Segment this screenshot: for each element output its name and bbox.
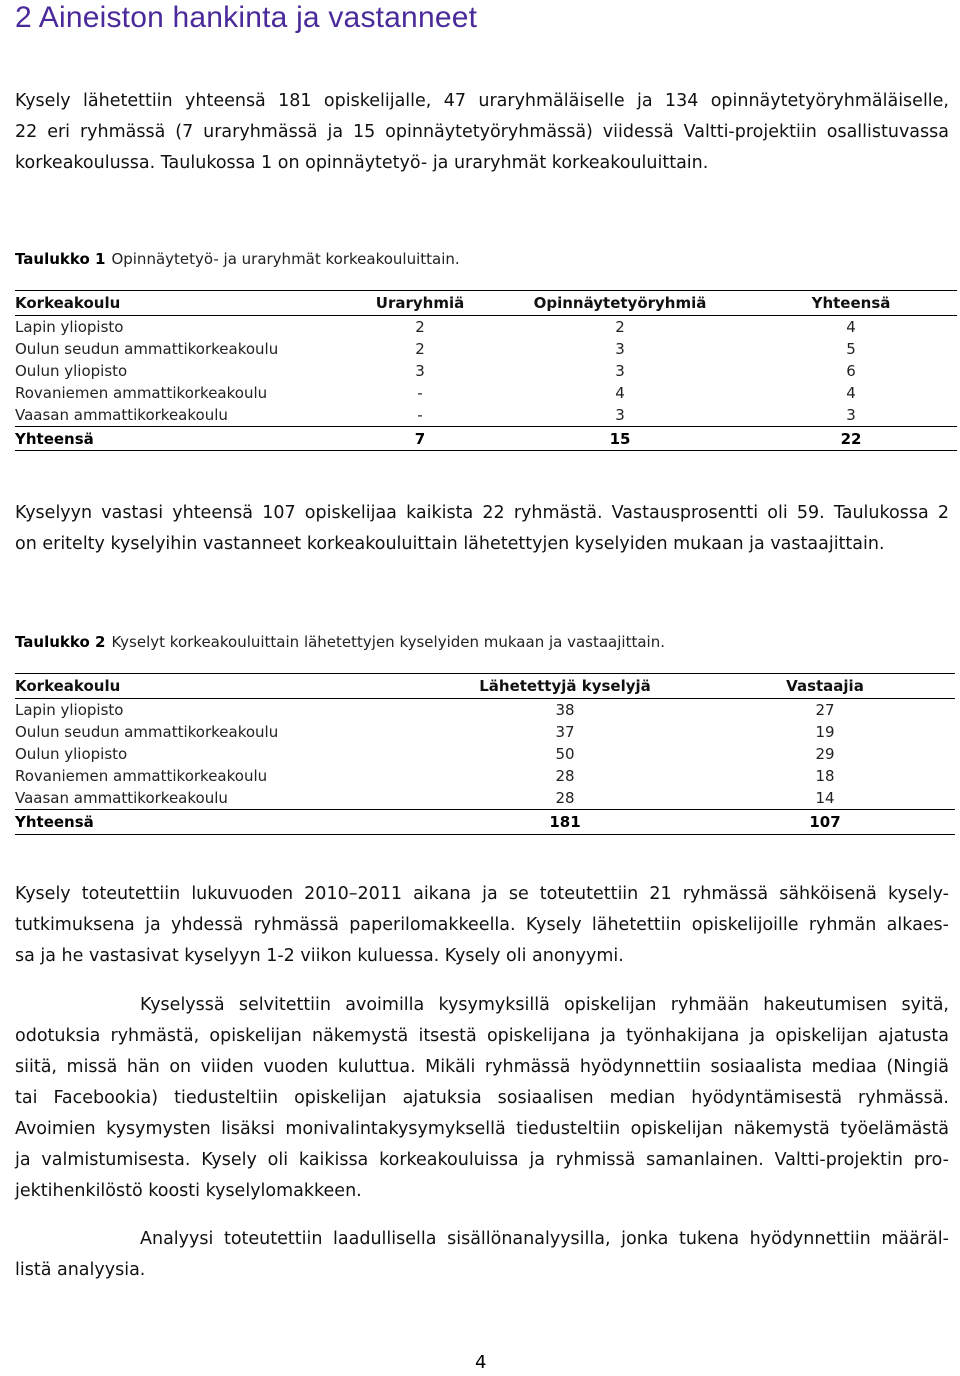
cell-value: 29 (815, 745, 835, 763)
paragraph-line: siitä, missä hän on viiden vuoden kuluttua. Mikäli ryhmässä hyödynnettiin sosiaalista mediaa (Ningiä (15, 1057, 949, 1077)
paragraph-line: odotuksia ryhmästä, opiskelijan näkemystä itsestä opiskelijana ja työnhakijana ja opiskelijan ajatusta (15, 1026, 949, 1046)
section-heading: 2 Aineiston hankinta ja vastanneet (15, 1, 478, 34)
cell-school: Vaasan ammattikorkeakoulu (15, 789, 228, 807)
cell-value: 2 (415, 340, 425, 358)
cell-total-value: 22 (745, 427, 957, 451)
response-paragraph (15, 498, 949, 560)
cell-school: Rovaniemen ammattikorkeakoulu (15, 767, 268, 785)
paragraph-line: Kyselyssä selvitettiin avoimilla kysymyksillä opiskelijan ryhmään hakeutumisen syitä, (140, 995, 949, 1015)
analysis-paragraph (15, 1224, 949, 1286)
cell-school: Lapin yliopisto (15, 701, 124, 719)
cell-total-value: 15 (495, 427, 745, 451)
col-header-school: Korkeakoulu (15, 291, 345, 316)
cell-value: - (417, 384, 423, 402)
cell-value: 2 (415, 318, 425, 336)
cell-value: 50 (555, 745, 575, 763)
table-row (15, 765, 955, 787)
paragraph-line: sa ja he vastasivat kyselyyn 1-2 viikon kuluessa. Kysely oli anonyymi. (15, 946, 624, 966)
cell-value: 14 (815, 789, 835, 807)
surveys-table (15, 673, 955, 835)
method-paragraph (15, 879, 949, 972)
cell-value: 3 (615, 406, 625, 424)
page-number: 4 (475, 1352, 487, 1373)
col-header-career-groups: Uraryhmiä (345, 291, 495, 316)
paragraph-line: tai Facebookia) tiedusteltiin opiskelijan ajatuksia sosiaalisen median hyödyntämisestä ryhmässä. (15, 1088, 949, 1108)
col-header-thesis-groups: Opinnäytetyöryhmiä (495, 291, 745, 316)
table-row (15, 338, 957, 360)
paragraph-line: Avoimien kysymysten lisäksi monivalintakysymyksellä tiedusteltiin opiskelijan näkemystä työelämästä (15, 1119, 949, 1139)
paragraph-line: Kysely lähetettiin yhteensä 181 opiskelijalle, 47 uraryhmäläiselle ja 134 opinnäytetyöryhmäläiselle, (15, 91, 949, 111)
cell-value: 4 (846, 318, 856, 336)
table-header-row (15, 674, 955, 699)
intro-paragraph (15, 86, 949, 179)
table-total-row (15, 427, 957, 451)
table1-caption-label: Taulukko 1 (15, 250, 106, 268)
paragraph-line: listä analyysia. (15, 1260, 146, 1280)
col-header-school: Korkeakoulu (15, 674, 435, 699)
paragraph-line: jektihenkilöstö koosti kyselylomakkeen. (15, 1181, 362, 1201)
cell-value: 3 (615, 362, 625, 380)
cell-school: Oulun yliopisto (15, 362, 128, 380)
table-row (15, 743, 955, 765)
cell-total-value: 7 (345, 427, 495, 451)
paragraph-line: Analyysi toteutettiin laadullisella sisällönanalyysilla, jonka tukena hyödynnettiin määräl- (140, 1229, 949, 1249)
table-row (15, 382, 957, 404)
cell-value: 4 (846, 384, 856, 402)
paragraph-line: korkeakoulussa. Taulukossa 1 on opinnäytetyö- ja uraryhmät korkeakouluittain. (15, 153, 709, 173)
cell-value: 5 (846, 340, 856, 358)
table2-caption (15, 633, 665, 651)
table-row (15, 699, 955, 722)
cell-school: Oulun seudun ammattikorkeakoulu (15, 723, 279, 741)
table2-caption-text: Kyselyt korkeakouluittain lähetettyjen kyselyiden mukaan ja vastaajittain. (111, 633, 665, 651)
cell-value: 4 (615, 384, 625, 402)
cell-value: 19 (815, 723, 835, 741)
paragraph-line: Kysely toteutettiin lukuvuoden 2010–2011 aikana ja se toteutettiin 21 ryhmässä sähköisenä kysely- (15, 884, 949, 904)
cell-value: 27 (815, 701, 835, 719)
paragraph-line: tutkimuksena ja yhdessä ryhmässä paperilomakkeella. Kysely lähetettiin opiskelijoille ryhmän alkaes- (15, 915, 949, 935)
table-row (15, 787, 955, 810)
cell-school: Oulun seudun ammattikorkeakoulu (15, 340, 279, 358)
table-total-row (15, 810, 955, 835)
table2-caption-label: Taulukko 2 (15, 633, 106, 651)
paragraph-line: ja valmistumisesta. Kysely oli kaikissa korkeakouluissa ja ryhmissä samanlainen. Valtti-projektin pro- (15, 1150, 949, 1170)
cell-value: 28 (555, 789, 575, 807)
table-row (15, 360, 957, 382)
cell-total-value: 107 (695, 810, 955, 835)
table1-caption (15, 250, 460, 268)
cell-total-value: 181 (435, 810, 695, 835)
col-header-sent-surveys: Lähetettyjä kyselyjä (435, 674, 695, 699)
groups-table (15, 290, 957, 451)
content-paragraph (15, 990, 949, 1207)
cell-total-label: Yhteensä (15, 810, 435, 835)
table-row (15, 721, 955, 743)
col-header-total: Yhteensä (745, 291, 957, 316)
cell-total-label: Yhteensä (15, 427, 345, 451)
cell-value: 2 (615, 318, 625, 336)
paragraph-line: on eritelty kyselyihin vastanneet korkeakouluittain lähetettyjen kyselyiden mukaan ja vastaajittain. (15, 534, 885, 554)
cell-school: Rovaniemen ammattikorkeakoulu (15, 384, 268, 402)
cell-school: Vaasan ammattikorkeakoulu (15, 406, 228, 424)
table1-caption-text: Opinnäytetyö- ja uraryhmät korkeakouluittain. (111, 250, 460, 268)
table-row (15, 404, 957, 427)
table-header-row (15, 291, 957, 316)
cell-value: 38 (555, 701, 575, 719)
paragraph-line: 22 eri ryhmässä (7 uraryhmässä ja 15 opinnäytetyöryhmässä) viidessä Valtti-projektiin osallistuvassa (15, 122, 949, 142)
cell-value: 3 (846, 406, 856, 424)
col-header-respondents: Vastaajia (695, 674, 955, 699)
cell-value: 18 (815, 767, 835, 785)
cell-value: 3 (615, 340, 625, 358)
cell-value: 6 (846, 362, 856, 380)
cell-value: - (417, 406, 423, 424)
cell-value: 3 (415, 362, 425, 380)
cell-school: Lapin yliopisto (15, 318, 124, 336)
cell-value: 28 (555, 767, 575, 785)
cell-value: 37 (555, 723, 575, 741)
cell-school: Oulun yliopisto (15, 745, 128, 763)
table-row (15, 316, 957, 339)
paragraph-line: Kyselyyn vastasi yhteensä 107 opiskelijaa kaikista 22 ryhmästä. Vastausprosentti oli 59. Taulukossa 2 (15, 503, 949, 523)
